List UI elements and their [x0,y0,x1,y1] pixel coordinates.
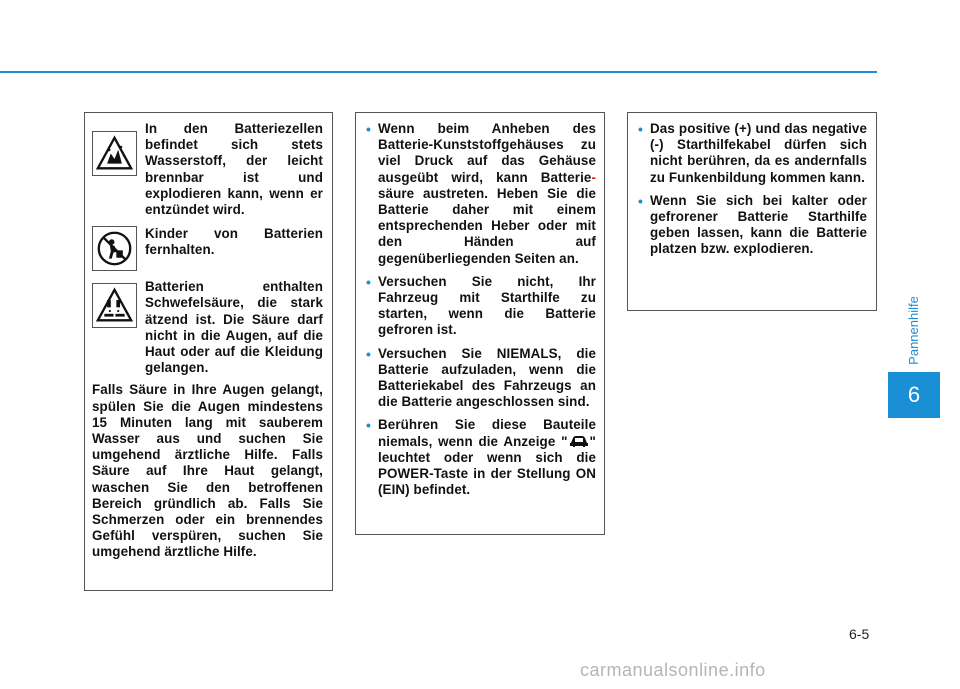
warning-text: Batterien enthalten Schwefelsäure, die stark ätzend ist. Die Säure darf nicht in die Augen, auf die Haut oder auf die Kleidung gelangen. [145,279,323,376]
warning-explosion [92,121,323,218]
acid-warning-icon [92,283,137,328]
watermark: carmanualsonline.info [580,660,766,680]
battery-handling-box [355,112,605,535]
list-item: • Berühren Sie diese Bauteile niemals, wenn die Anzeige " " leuchtet oder wenn sich die POWER-Taste in der Stellung ON (EIN) befindet. [366,417,596,498]
list-item: • Versuchen Sie NIEMALS, die Batterie aufzuladen, wenn die Batteriekabel des Fahrzeugs an die Batterie angeschlossen sind. [366,346,596,411]
page-number: 6-5 [849,626,870,642]
header-rule [0,71,877,73]
chapter-number-tab: 6 [888,372,940,418]
battery-warning-box [84,112,333,591]
warning-text: In den Batteriezellen befindet sich stets Wasserstoff, der leicht brennbar ist und explodieren kann, wenn er entzündet wird. [145,121,323,218]
list-item: • Das positive (+) und das negative (-) Starthilfekabel dürfen sich nicht berühren, da es andernfalls zu Funkenbildung kommen kann. [638,121,867,186]
bullet-list [366,121,596,498]
warning-text: Kinder von Batterien fernhalten. [145,226,323,258]
hyphen-mark: - [591,169,596,185]
chapter-side-label: Pannenhilfe [905,295,921,365]
list-item: • Wenn Sie sich bei kalter oder gefrorener Batterie Starthilfe geben lassen, kann die Batterie platzen bzw. explodieren. [638,193,867,258]
bullet-list [638,121,867,258]
jump-start-box [627,112,877,311]
list-item: • Wenn beim Anheben des Batterie-Kunststoffgehäuses zu viel Druck auf das Gehäuse ausgeübt wird, kann Batterie-säure austreten. Heben Sie die Batterie daher mit einem entsprechenden Heber oder mit den Händen auf gegenüberliegenden Seiten an. [366,121,596,267]
warning-children [92,226,323,271]
acid-first-aid-paragraph: Falls Säure in Ihre Augen gelangt, spülen Sie die Augen mindestens 15 Minuten lang mit sauberem Wasser aus und suchen Sie umgehend ärztliche Hilfe. Falls Säure auf Ihre Haut gelangt, waschen Sie den betroffenen Bereich gründlich ab. Falls Sie Schmerzen oder ein brennendes Gefühl verspüren, suchen Sie umgehend ärztliche Hilfe. [92,382,323,560]
keep-children-away-icon [92,226,137,271]
list-item: • Versuchen Sie nicht, Ihr Fahrzeug mit Starthilfe zu starten, wenn die Batterie gefroren ist. [366,274,596,339]
explosion-warning-icon [92,131,137,176]
ready-car-icon [568,435,590,448]
warning-acid [92,279,323,376]
